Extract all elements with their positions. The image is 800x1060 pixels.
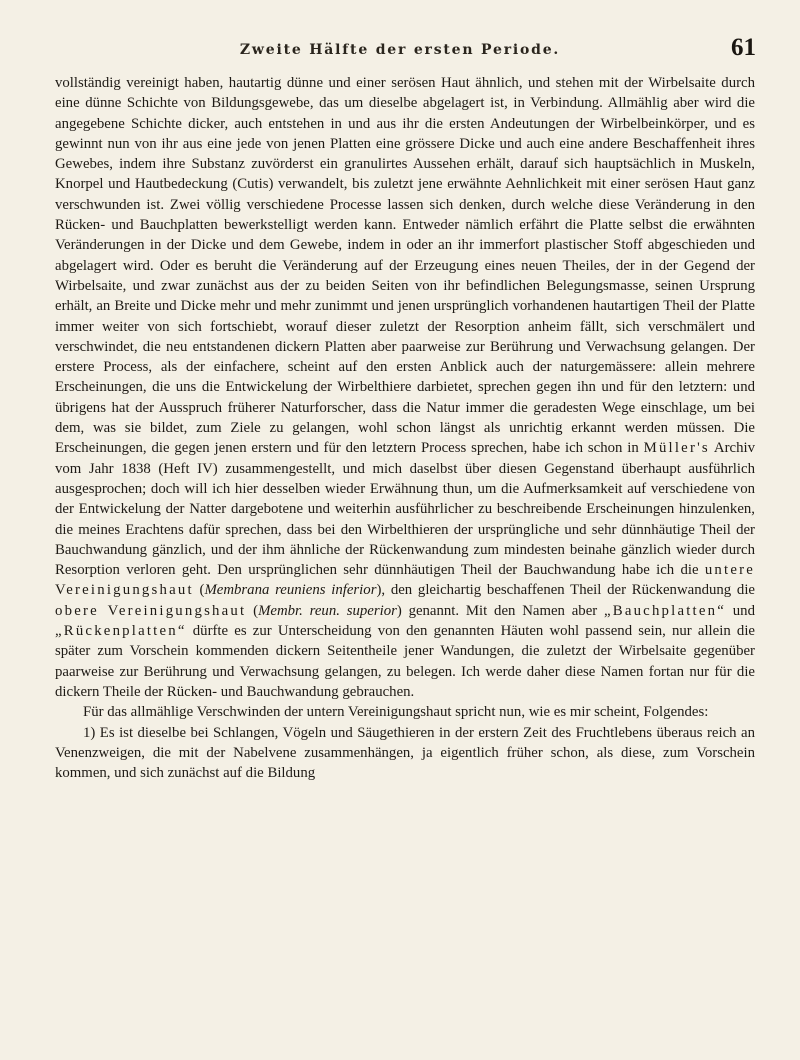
latin-term: Membrana reuniens inferior [204,582,377,599]
latin-term: Membr. reun. superior [258,602,397,619]
text-run: ( [193,582,205,599]
paragraph-2: Für das allmählige Verschwinden der untern Vereinigungshaut spricht nun, wie es mir scheint, Folgendes: [83,704,709,721]
page-number: 61 [731,34,756,61]
text-run: und [726,602,755,619]
term-upper-membrane: obere Vereinigungshaut [55,602,247,619]
term-lower-membrane: untere Vereinigungshaut [55,562,755,599]
running-title: Zweite Hälfte der ersten Periode. [239,42,561,58]
paragraph-1 [55,73,755,702]
numbered-item-1: 1) Es ist dieselbe bei Schlangen, Vögeln und Säugethieren in der erstern Zeit des Fruchtlebens überaus reich an Venenzweigen, die mit der Nabelvene zusammenhängen, ja eigentlich früher schon, als diese, zum Vorschein kommen, und sich zunächst auf die Bildung [55,724,755,782]
term-rueckenplatten: „Rückenplatten“ [55,623,187,640]
text-run: ( [246,602,259,619]
text-run: ), den gleichartig beschaffenen Theil der Rückenwandung die [376,582,755,599]
running-head [40,34,760,62]
term-bauchplatten: „Bauchplatten“ [603,602,726,619]
body-text [55,73,755,783]
author-name: Müller's [643,440,710,457]
text-run: Archiv vom Jahr 1838 (Heft IV) zusammengestellt, und mich daselbst über diesen Gegenstand überhaupt ausführlich ausgesprochen; doch will ich hier desselben wieder Erwähnung thun, um die Aufmerksamkeit auf verschiedene von der Entwickelung der Natter dargebotene und weiterhin ausführlicher zu beschreibende Erscheinungen hinzulenken, die meines Erachtens dafür sprechen, dass bei den Wirbelthieren der ursprüngliche und sehr dünnhäutige Theil der Bauchwandung gänzlich, und der ihm ähnliche der Rückenwandung zum mindesten beinahe gänzlich wieder durch Resorption verloren geht. Den ursprünglichen sehr dünnhäutigen Theil der Bauchwandung habe ich die [55,440,755,579]
text-run: ) genannt. Mit den Namen aber [396,602,604,619]
text-run: vollständig vereinigt haben, hautartig dünne und einer serösen Haut ähnlich, und stehen mit der Wirbelsaite durch eine dünne Schichte von Bildungsgewebe, das um dieselbe abgelagert ist, in Verbindung. Allmählig aber wird die angegebene Schichte dicker, auch entstehen in und aus ihr die ersten Andeutungen der Wirbelbeinkörper, und es gewinnt nun von ihr aus eine jede von jenen Platten eine grössere Dicke und auch eine andere Beschaffenheit ihres Gewebes, indem ihre Substanz zuvörderst ein granulirtes Aussehen erhält, darauf sich hauptsächlich in Muskeln, Knorpel und Hautbedeckung (Cutis) verwandelt, bis zuletzt jene erwähnte Aehnlichkeit mit einer serösen Haut ganz verschwunden ist. Zwei völlig verschiedene Processe lassen sich denken, durch welche diese Veränderung in den Rücken- und Bauchplatten bewerkstelligt werden kann. Entweder nämlich erfährt die Platte selbst die erwähnten Veränderungen in der Dicke und dem Gewebe, indem in oder an ihr immerfort plastischer Stoff abgeschieden und abgelagert wird. Oder es beruht die Veränderung auf der Erzeugung eines neuen Theiles, der in der Gegend der Wirbelsaite, und zwar zunächst aus der zu beiden Seiten von ihr befindlichen Belegungsmasse, seinen Ursprung erhält, an Breite und Dicke mehr und mehr zunimmt und jenen ursprünglich vorhandenen hautartigen Theil der Platte immer weiter von sich fortschiebt, worauf dieser zuletzt der Resorption anheim fällt, sich verschmälert und verschwindet, die neu entstandenen dickern Platten aber paarweise zur Berührung und Verwachsung gelangen. Der erstere Process, als der einfachere, scheint auf den ersten Anblick auch der naturgemässere: allein mehrere Erscheinungen, die uns die Entwickelung der Wirbelthiere darbietet, sprechen gegen ihn und für den letztern: und übrigens hat der Ausspruch früherer Naturforscher, dass die Natur immer die geradesten Wege einschlage, um bei dem, was sie bildet, zum Ziele zu gelangen, wohl schon längst als unrichtig erkannt werden müssen. Die Erscheinungen, die gegen jenen erstern und für den letztern Process sprechen, habe ich schon in [55,75,755,457]
text-run: dürfte es zur Unterscheidung von den genannten Häuten wohl passend sein, nur allein die später zum Vorschein kommenden dickern Seitentheile jener Wandungen, die zuletzt der Wirbelsaite gegenüber paarweise zur Berührung und Verwachsung gelangen, zu belegen. Ich werde daher diese Namen fortan nur für die dickern Theile der Rücken- und Bauchwandung gebrauchen. [55,623,755,700]
